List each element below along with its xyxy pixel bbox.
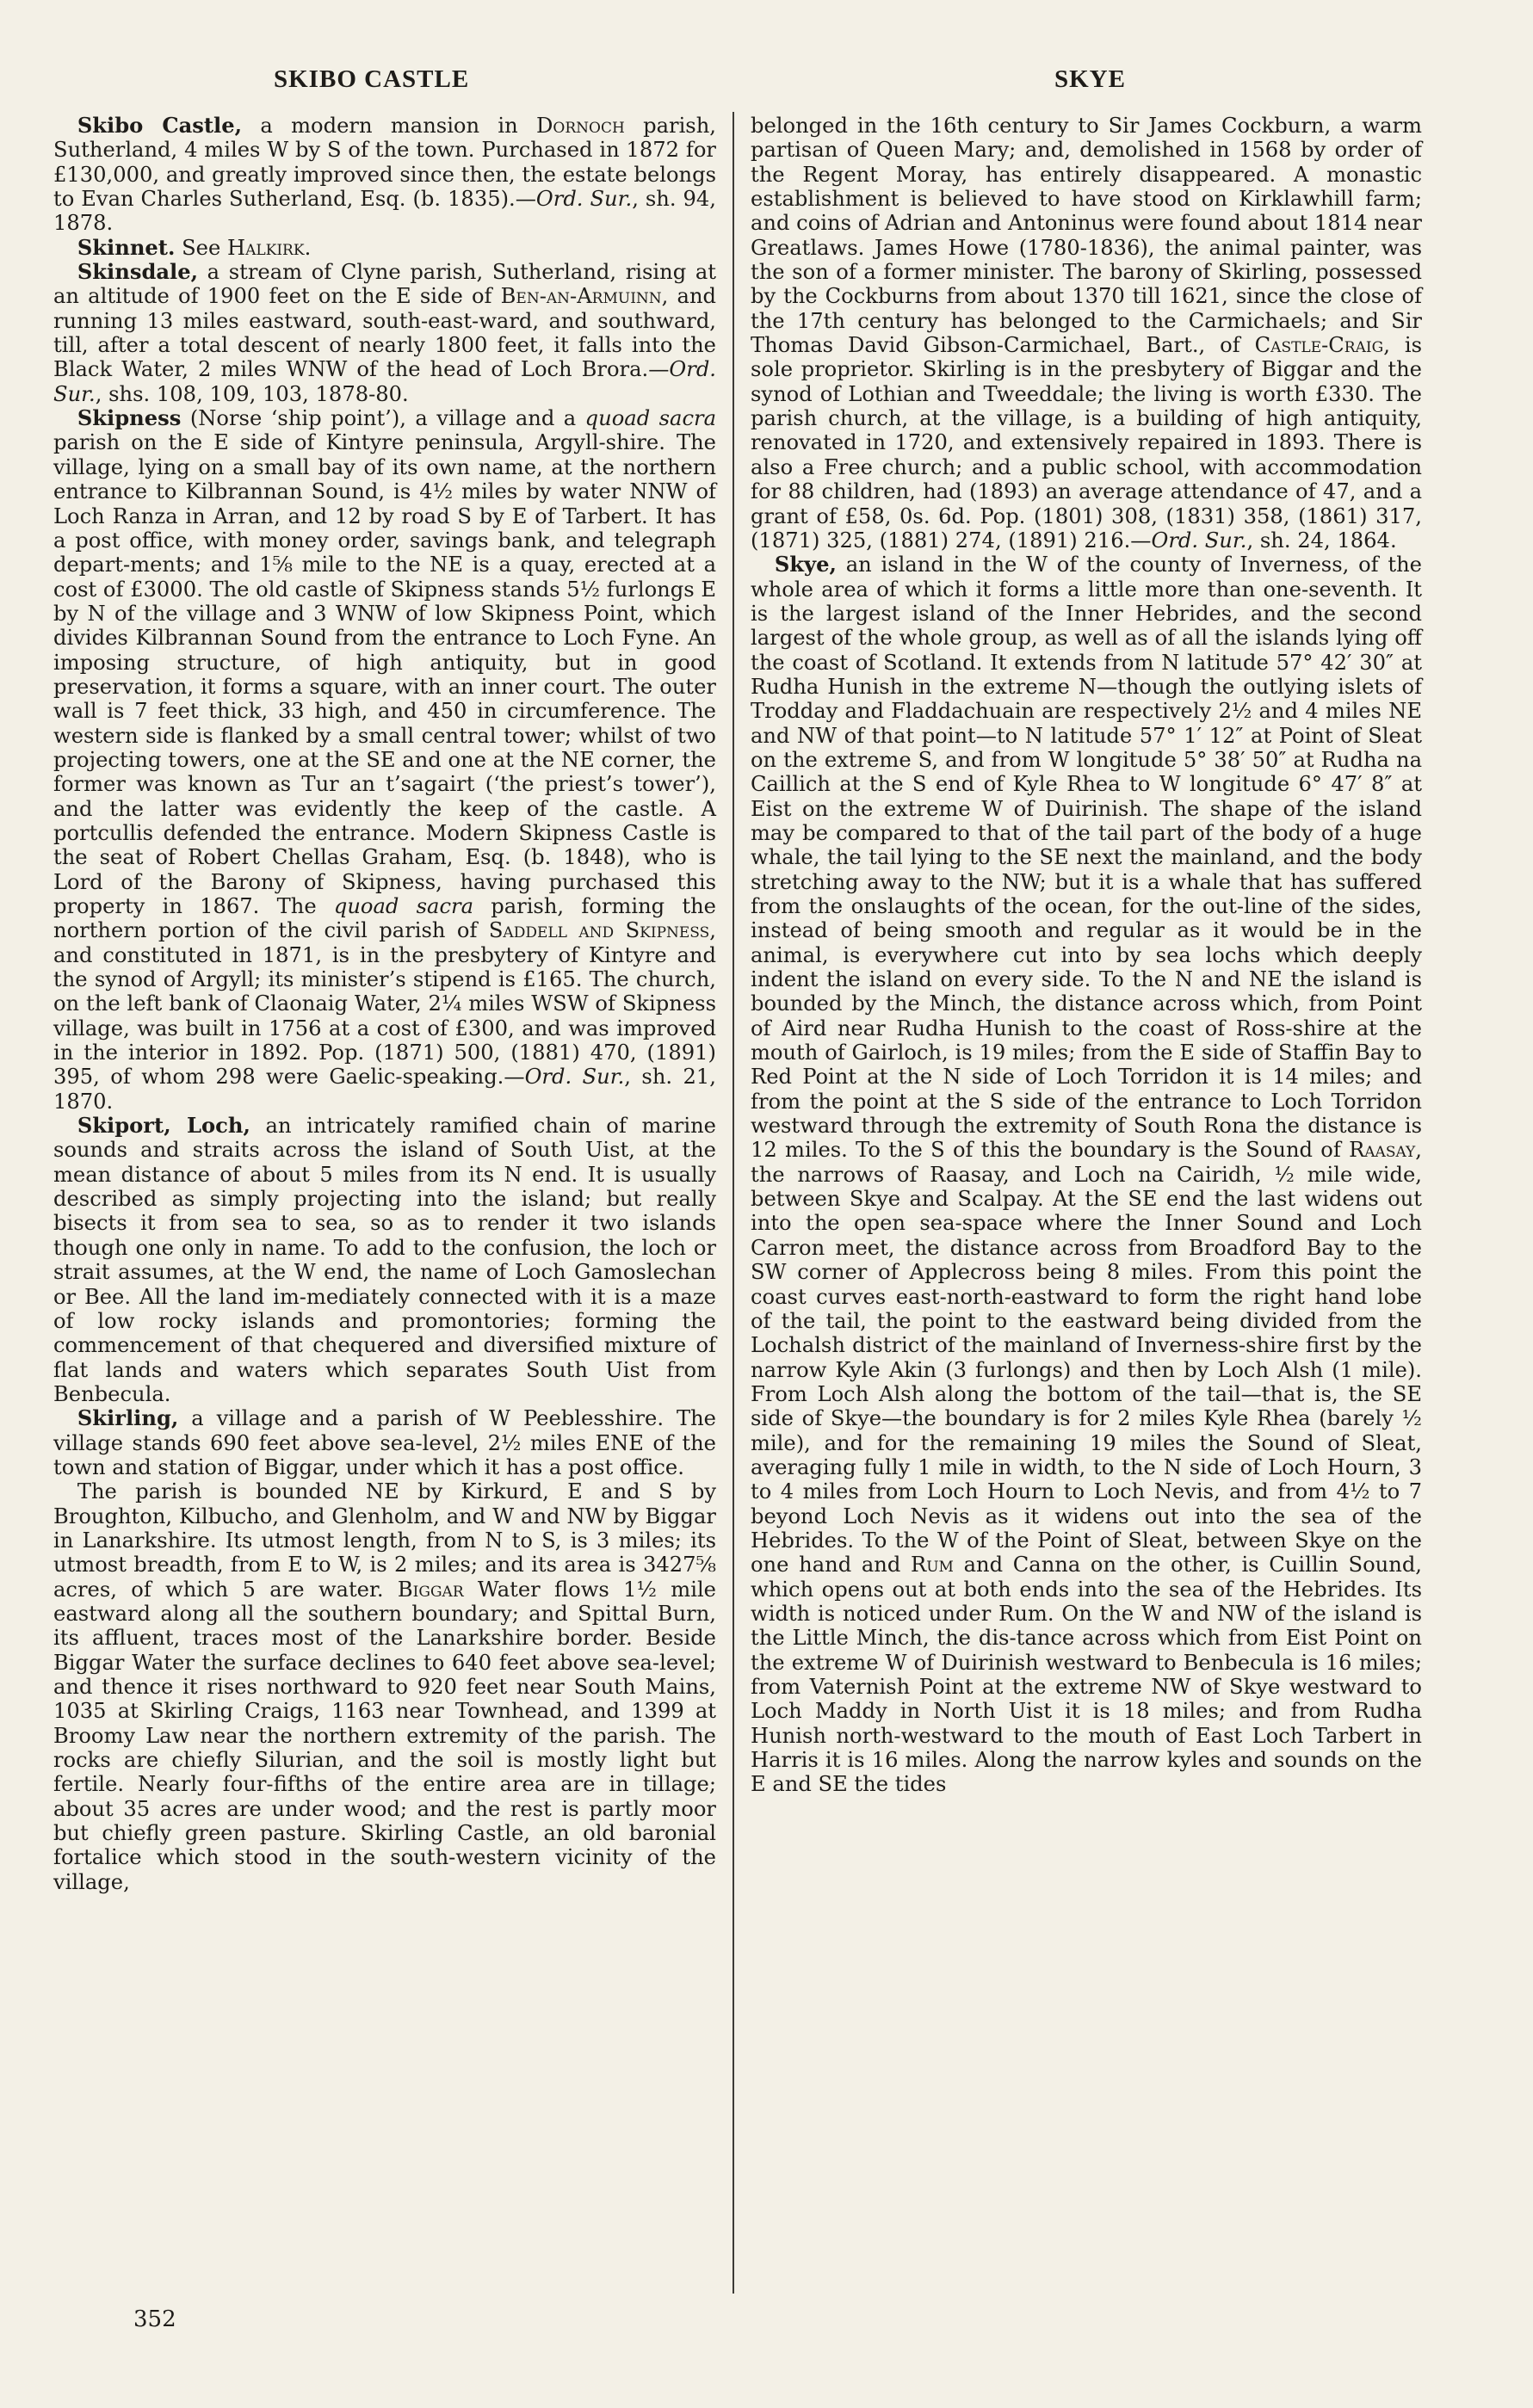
entry-headword: Skye,	[774, 552, 837, 577]
text-run: Ben-an-Armuinn	[500, 284, 662, 309]
entry-headword: Skirling,	[77, 1405, 179, 1431]
text-run: See	[175, 235, 227, 260]
entry-headword: Skiport, Loch,	[77, 1113, 250, 1139]
text-run: .	[304, 235, 312, 260]
left-column	[53, 114, 716, 1894]
text-run: Rum	[911, 1553, 954, 1578]
paragraph	[53, 260, 716, 406]
text-run: quoad sacra	[333, 894, 473, 918]
text-run: Ord. Sur.	[524, 1065, 625, 1090]
paragraph	[53, 236, 716, 260]
entry-headword: Skipness	[77, 405, 182, 431]
entry-headword: Skinnet.	[77, 234, 176, 260]
right-column	[751, 114, 1422, 1797]
entry-headword: Skinsdale,	[77, 259, 199, 285]
running-head-right: SKYE	[1054, 65, 1126, 93]
text-run: , sh. 24, 1864.	[1246, 528, 1397, 553]
paragraph	[53, 1479, 716, 1894]
text-run: a village and a parish of W Peeblesshire. The village stands 690 feet above sea-level, 2½ miles ENE of the town and station of Biggar, under which it has a post office.	[53, 1406, 716, 1479]
text-run: an island in the W of the county of Inverness, of the whole area of which it forms a little more than one-seventh. It is the largest island of the Inner Hebrides, and the second largest of the whole group, as well as of all the islands lying off the coast of Scotland. It extends from N latitude 57° 42′ 30″ at Rudha Hunish in the extreme N—though the outlying islets of Trodday and Fladdachuain are respectively 2½ and 4 miles NE and NW of that point—to N latitude 57° 1′ 12″ at Point of Sleat on the extreme S, and from W longitude 5° 38′ 50″ at Rudha na Caillich at the S end of Kyle Rhea to W longitude 6° 47′ 8″ at Eist on the extreme W of Duirinish. The shape of the island may be compared to that of the tail part of the body of a huge whale, the tail lying to the SE next the mainland, and the body stretching away to the NW; but it is a whale that has suffered from the onslaughts of the ocean, for the out-line of the sides, instead of being smooth and regular as it would be in the animal, is everywhere cut into by sea lochs which deeply indent the island on every side. To the N and NE the island is bounded by the Minch, the distance across which, from Point of Aird near Rudha Hunish to the coast of Ross-shire at the mouth of Gairloch, is 19 miles; from the E side of Staffin Bay to Red Point at the N side of Loch Torridon it is 14 miles; and from the point at the S side of the entrance to Loch Torridon westward through the extremity of South Rona the distance is 12 miles. To the S of this the boundary is the Sound of	[751, 553, 1422, 1163]
paragraph	[751, 553, 1422, 1797]
text-run: Raasay	[1349, 1138, 1416, 1163]
text-run: belonged in the 16th century to Sir James Cockburn, a warm partisan of Queen Mary; and, demolished in 1568 by order of the Regent Moray, has entirely disappeared. A monastic establishment is believed to have stood on Kirklawhill farm; and coins of Adrian and Antoninus were found about 1814 near Greatlaws. James Howe (1780-1836), the animal painter, was the son of a former minister. The barony of Skirling, possessed by the Cockburns from about 1370 till 1621, since the close of the 17th century has belonged to the Carmichaels; and Sir Thomas David Gibson-Carmichael, Bart., of	[751, 114, 1422, 358]
text-run: , and running 13 miles eastward, south-east-ward, and southward, till, after a total descent of nearly 1800 feet, it falls into the Black Water, 2 miles WNW of the head of Loch Brora.—	[53, 284, 717, 382]
text-run: and Canna on the other, is Cuillin Sound, which opens out at both ends into the sea of the Hebrides. Its width is noticed under Rum. On the W and NW of the island is the Little Minch, the dis-tance across which from Eist Point on the extreme W of Duirinish westward to Benbecula is 16 miles; from Vaternish Point at the extreme NW of Skye westward to Loch Maddy in North Uist it is 18 miles; and from Rudha Hunish north-westward to the mouth of East Loch Tarbert in Harris it is 16 miles. Along the narrow kyles and sounds on the E and SE the tides	[751, 1553, 1422, 1797]
running-head-left: SKIBO CASTLE	[274, 65, 470, 93]
paragraph	[53, 1114, 716, 1406]
text-run: Ord. Sur.	[53, 357, 716, 406]
paragraph	[53, 114, 716, 236]
text-run: , sh. 94, 1878.	[53, 187, 716, 236]
text-run: Water flows 1½ mile eastward along all the southern boundary; and Spittal Burn, its affluent, traces most of the Lanarkshire border. Beside Biggar Water the surface declines to 640 feet above sea-level; and thence it rises northward to 920 feet near South Mains, 1035 at Skirling Craigs, 1163 near Townhead, and 1399 at Broomy Law near the northern extremity of the parish. The rocks are chiefly Silurian, and the soil is mostly light but fertile. Nearly four-fifths of the entire area are in tillage; about 35 acres are under wood; and the rest is partly moor but chiefly green pasture. Skirling Castle, an old baronial fortalice which stood in the south-western vicinity of the village,	[53, 1577, 716, 1894]
text-run: Ord. Sur.	[535, 187, 633, 212]
paragraph	[53, 406, 716, 1114]
text-run: Dornoch	[536, 114, 625, 138]
text-run: an intricately ramified chain of marine sounds and straits across the island of South Uist, at the mean distance of about 5 miles from its N end. It is usually described as simply projecting into the island; but really bisects it from sea to sea, so as to render it two islands though one only in name. To add to the confusion, the loch or strait assumes, at the W end, the name of Loch Gamoslechan or Bee. All the land im-mediately connected with it is a maze of low rocky islands and promontories; forming the commencement of that chequered and diversified mixture of flat lands and waters which separates South Uist from Benbecula.	[53, 1114, 717, 1406]
text-run: parish on the E side of Kintyre peninsula, Argyll-shire. The village, lying on a small bay of its own name, at the northern entrance to Kilbrannan Sound, is 4½ miles by water NNW of Loch Ranza in Arran, and 12 by road S by E of Tarbert. It has a post office, with money order, savings bank, and telegraph depart-ments; and 1⅝ mile to the NE is a quay, erected at a cost of £3000. The old castle of Skipness stands 5½ furlongs E by N of the village and 3 WNW of low Skipness Point, which divides Kilbrannan Sound from the entrance to Loch Fyne. An imposing structure, of high antiquity, but in good preservation, it forms a square, with an inner court. The outer wall is 7 feet thick, 33 high, and 450 in circumference. The western side is flanked by a small central tower; whilst of two projecting towers, one at the SE and one at the NE corner, the former was known as Tur an t’sagairt (‘the priest’s tower’), and the latter was evidently the keep of the castle. A portcullis defended the entrance. Modern Skipness Castle is the seat of Robert Chellas Graham, Esq. (b. 1848), who is Lord of the Barony of Skipness, having purchased this property in 1867. The	[53, 430, 716, 918]
text-run: , shs. 108, 109, 103, 1878-80.	[95, 381, 409, 406]
text-run: , and constituted in 1871, is in the presbytery of Kintyre and the synod of Argyll; its minister’s stipend is £165. The church, on the left bank of Claonaig Water, 2¼ miles WSW of Skipness village, was built in 1756 at a cost of £300, and was improved in the interior in 1892. Pop. (1871) 500, (1881) 470, (1891) 395, of whom 298 were Gaelic-speaking.—	[53, 918, 716, 1090]
text-run: Saddell and Skipness	[488, 918, 710, 943]
paragraph	[53, 1406, 716, 1479]
text-run: parish, forming the northern portion of the civil parish of	[53, 894, 716, 943]
page-number: 352	[133, 2306, 176, 2332]
text-run: parish, Sutherland, 4 miles W by S of the town. Purchased in 1872 for £130,000, and greatly improved since then, the estate belongs to Evan Charles Sutherland, Esq. (b. 1835).—	[53, 114, 716, 212]
column-divider	[733, 112, 734, 2294]
entry-headword: Skibo Castle,	[77, 113, 243, 138]
text-run: , the narrows of Raasay, and Loch na Cairidh, ½ mile wide, between Skye and Scalpay. At the SE end the last widens out into the open sea-space where the Inner Sound and Loch Carron meet, the distance across from Broadford Bay to the SW corner of Applecross being 8 miles. From this point the coast curves east-north-eastward to form the right hand lobe of the tail, the point to the eastward being divided from the Lochalsh district of the mainland of Inverness-shire first by the narrow Kyle Akin (3 furlongs) and then by Loch Alsh (1 mile). From Loch Alsh along the bottom of the tail—that is, the SE side of Skye—the boundary is for 2 miles Kyle Rhea (barely ½ mile), and for the remaining 19 miles the Sound of Sleat, averaging fully 1 mile in width, to the N side of Loch Hourn, 3 to 4 miles from Loch Hourn to Loch Nevis, and from 4½ to 7 beyond Loch Nevis as it widens out into the sea of the Hebrides. To the W of the Point of Sleat, between Skye on the one hand and	[751, 1138, 1422, 1578]
text-run: a modern mansion in	[242, 114, 537, 138]
text-run: , is sole proprietor. Skirling is in the presbytery of Biggar and the synod of Lothian and Tweeddale; the living is worth £330. The parish church, at the village, is a building of high antiquity, renovated in 1720, and extensively repaired in 1893. There is also a Free church; and a public school, with accommodation for 88 children, had (1893) an average attendance of 47, and a grant of £58, 0s. 6d. Pop. (1801) 308, (1831) 358, (1861) 317, (1871) 325, (1881) 274, (1891) 216.—	[751, 333, 1422, 553]
text-run: quoad sacra	[584, 406, 716, 431]
text-run: a stream of Clyne parish, Sutherland, rising at an altitude of 1900 feet on the E side of	[53, 260, 716, 309]
paragraph	[751, 114, 1422, 553]
text-run: Halkirk	[226, 235, 305, 260]
text-run: , sh. 21, 1870.	[53, 1065, 716, 1114]
text-run: Ord. Sur.	[1151, 528, 1247, 553]
text-run: (Norse ‘ship point’), a village and a	[181, 406, 585, 431]
text-run: The parish is bounded NE by Kirkurd, E and S by Broughton, Kilbucho, and Glenholm, and W and NW by Biggar in Lanarkshire. Its utmost length, from N to S, is 3 miles; its utmost breadth, from E to W, is 2 miles; and its area is 3427⅝ acres, of which 5 are water.	[53, 1479, 716, 1602]
text-run: Castle-Craig	[1254, 333, 1384, 358]
text-run: Biggar	[397, 1577, 464, 1602]
